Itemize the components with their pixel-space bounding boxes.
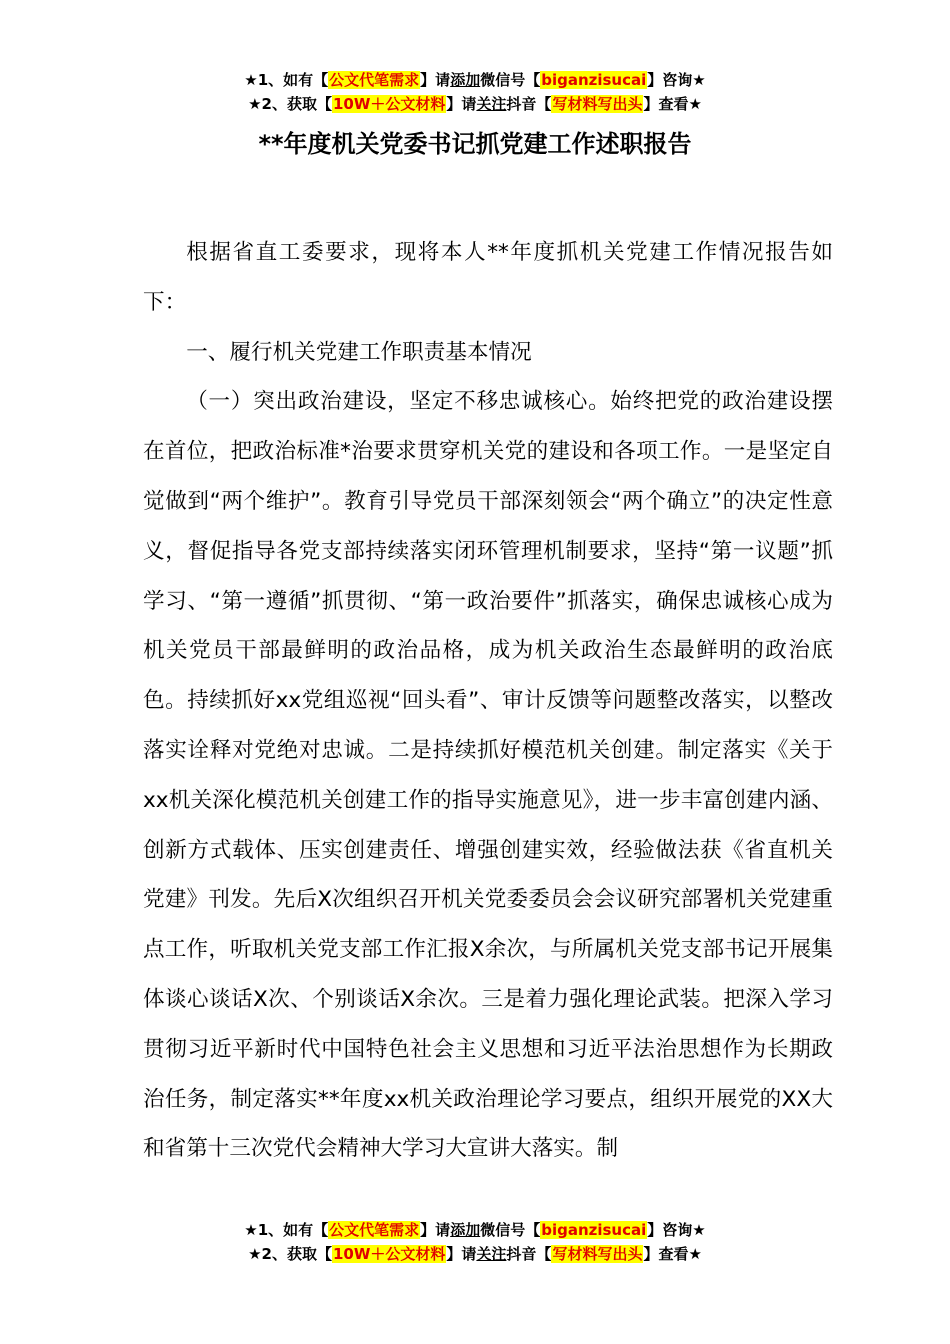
promo-line-2	[0, 92, 950, 116]
promo-text: 】请	[446, 95, 477, 113]
promo-highlight-douyin: 写材料写出头	[552, 95, 643, 113]
promo-line-1	[0, 68, 950, 92]
promo-text: 】咨询★	[647, 1221, 706, 1239]
document-body	[143, 228, 833, 1174]
promo-text: 】请	[420, 1221, 451, 1239]
promo-text: ★2、获取【	[248, 95, 332, 113]
promo-footer-bottom	[0, 1218, 950, 1266]
promo-highlight-wechat-id: biganzisucai	[541, 71, 647, 89]
promo-text: 】请	[420, 71, 451, 89]
promo-line-1	[0, 1218, 950, 1242]
paragraph-intro: 根据省直工委要求，现将本人**年度抓机关党建工作情况报告如下：	[143, 240, 833, 315]
document-title: **年度机关党委书记抓党建工作述职报告	[258, 130, 692, 158]
promo-header-top	[0, 68, 950, 116]
promo-line-2	[0, 1242, 950, 1266]
promo-highlight-service: 公文代笔需求	[329, 1221, 420, 1239]
promo-text: 】咨询★	[647, 71, 706, 89]
promo-underline-add: 添加	[450, 71, 481, 89]
promo-highlight-service: 公文代笔需求	[329, 71, 420, 89]
promo-underline-follow: 关注	[476, 1245, 507, 1263]
promo-highlight-wechat-id: biganzisucai	[541, 1221, 647, 1239]
promo-text: 抖音【	[506, 1245, 552, 1263]
promo-text: 微信号【	[480, 1221, 541, 1239]
promo-text: ★1、如有【	[244, 1221, 329, 1239]
paragraph-political-building: （一）突出政治建设，坚定不移忠诚核心。始终把党的政治建设摆在首位，把政治标准*治要求贯穿机关党的建设和各项工作。一是坚定自觉做到“两个维护”。教育引导党员干部深刻领会“两个确立”的决定性意义，督促指导各党支部持续落实闭环管理机制要求，坚持“第一议题”抓学习、“第一遵循”抓贯彻、“第一政治要件”抓落实，确保忠诚核心成为机关党员干部最鲜明的政治品格，成为机关政治生态最鲜明的政治底色。持续抓好xx党组巡视“回头看”、审计反馈等问题整改落实，以整改落实诠释对党绝对忠诚。二是持续抓好模范机关创建。制定落实《关于xx机关深化模范机关创建工作的指导实施意见》，进一步丰富创建内涵、创新方式载体、压实创建责任、增强创建实效，经验做法获《省直机关党建》刊发。先后X次组织召开机关党委委员会会议研究部署机关党建重点工作，听取机关党支部工作汇报X余次，与所属机关党支部书记开展集体谈心谈话X次、个别谈话X余次。三是着力强化理论武装。把深入学习贯彻习近平新时代中国特色社会主义思想和习近平法治思想作为长期政治任务，制定落实**年度xx机关政治理论学习要点，组织开展党的XX大和省第十三次党代会精神大学习大宣讲大落实。制	[143, 389, 833, 1162]
promo-text: ★1、如有【	[244, 71, 329, 89]
promo-underline-follow: 关注	[476, 95, 507, 113]
section-heading: 一、履行机关党建工作职责基本情况	[186, 339, 532, 365]
promo-text: 】查看★	[643, 1245, 702, 1263]
promo-highlight-materials: 10W＋公文材料	[332, 1245, 446, 1263]
promo-text: 】查看★	[643, 95, 702, 113]
promo-text: 】请	[446, 1245, 477, 1263]
promo-highlight-materials: 10W＋公文材料	[332, 95, 446, 113]
promo-text: ★2、获取【	[248, 1245, 332, 1263]
promo-text: 抖音【	[506, 95, 552, 113]
promo-underline-add: 添加	[450, 1221, 481, 1239]
promo-highlight-douyin: 写材料写出头	[552, 1245, 643, 1263]
promo-text: 微信号【	[480, 71, 541, 89]
